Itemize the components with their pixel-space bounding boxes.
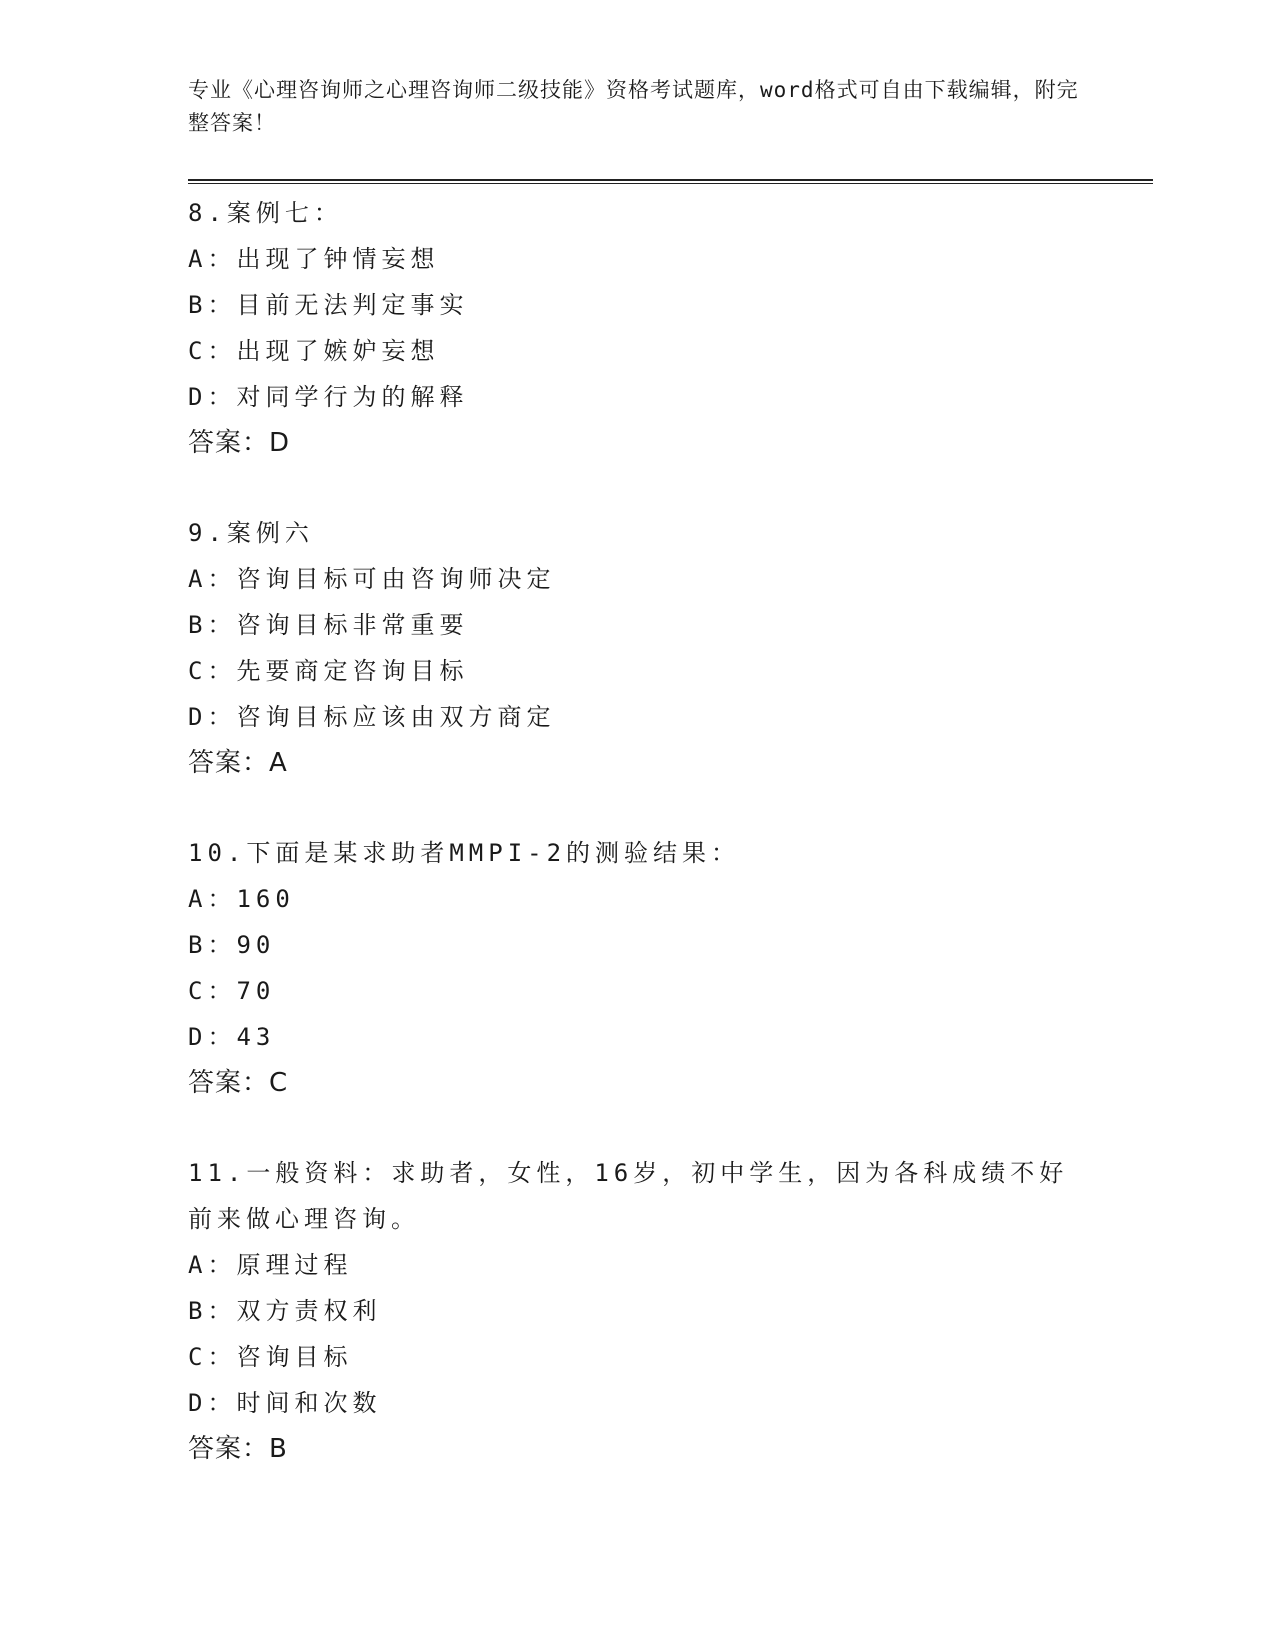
- option-text: 160: [236, 885, 295, 913]
- option-label: C：: [188, 337, 237, 365]
- question-stem: 8.案例七：: [188, 199, 343, 227]
- option-text: 90: [236, 931, 276, 959]
- option-b: [188, 1288, 1148, 1334]
- option-text: 目前无法判定事实: [236, 291, 469, 319]
- option-text: 出现了嫉妒妄想: [236, 337, 440, 365]
- option-label: A：: [188, 885, 237, 913]
- option-text: 咨询目标应该由双方商定: [236, 703, 556, 731]
- option-text: 先要商定咨询目标: [236, 657, 469, 685]
- option-label: D：: [188, 383, 237, 411]
- question-stem: 11.一般资料：求助者，女性，16岁，初中学生，因为各科成绩不好前来做心理咨询。: [188, 1159, 1069, 1233]
- option-text: 双方责权利: [236, 1297, 382, 1325]
- document-header: 专业《心理咨询师之心理咨询师二级技能》资格考试题库，word格式可自由下载编辑，附完整答案！: [188, 78, 1079, 135]
- option-label: D：: [188, 1023, 237, 1051]
- option-text: 咨询目标: [236, 1343, 353, 1371]
- option-label: B：: [188, 1297, 237, 1325]
- option-label: B：: [188, 611, 237, 639]
- header-divider: [188, 179, 1153, 184]
- option-a: [188, 876, 1148, 922]
- option-label: D：: [188, 703, 237, 731]
- option-text: 出现了钟情妄想: [236, 245, 440, 273]
- option-label: B：: [188, 931, 237, 959]
- answer-line: 答案：D: [188, 428, 291, 458]
- option-label: C：: [188, 657, 237, 685]
- option-label: C：: [188, 1343, 237, 1371]
- option-text: 咨询目标可由咨询师决定: [236, 565, 556, 593]
- option-d: [188, 1014, 1148, 1060]
- option-text: 原理过程: [236, 1251, 353, 1279]
- answer-line: 答案：C: [188, 1068, 289, 1098]
- option-d: [188, 374, 1148, 420]
- option-text: 70: [236, 977, 276, 1005]
- option-b: [188, 282, 1148, 328]
- option-d: [188, 1380, 1148, 1426]
- question-9: [188, 510, 1148, 786]
- option-label: D：: [188, 1389, 237, 1417]
- option-b: [188, 922, 1148, 968]
- question-8: [188, 190, 1148, 466]
- answer-line: 答案：B: [188, 1434, 288, 1464]
- option-d: [188, 694, 1148, 740]
- question-10: [188, 830, 1148, 1106]
- option-label: A：: [188, 245, 237, 273]
- option-a: [188, 236, 1148, 282]
- option-c: [188, 648, 1148, 694]
- option-c: [188, 328, 1148, 374]
- option-label: C：: [188, 977, 237, 1005]
- option-c: [188, 968, 1148, 1014]
- question-stem: 10.下面是某求助者MMPI-2的测验结果：: [188, 839, 741, 867]
- option-label: A：: [188, 565, 237, 593]
- answer-line: 答案：A: [188, 748, 288, 778]
- question-list: [188, 190, 1148, 1516]
- option-text: 43: [236, 1023, 276, 1051]
- option-c: [188, 1334, 1148, 1380]
- option-label: B：: [188, 291, 237, 319]
- option-text: 对同学行为的解释: [236, 383, 469, 411]
- question-stem: 9.案例六: [188, 519, 314, 547]
- option-text: 咨询目标非常重要: [236, 611, 469, 639]
- option-text: 时间和次数: [236, 1389, 382, 1417]
- option-a: [188, 556, 1148, 602]
- option-label: A：: [188, 1251, 237, 1279]
- option-a: [188, 1242, 1148, 1288]
- option-b: [188, 602, 1148, 648]
- question-11: [188, 1150, 1148, 1472]
